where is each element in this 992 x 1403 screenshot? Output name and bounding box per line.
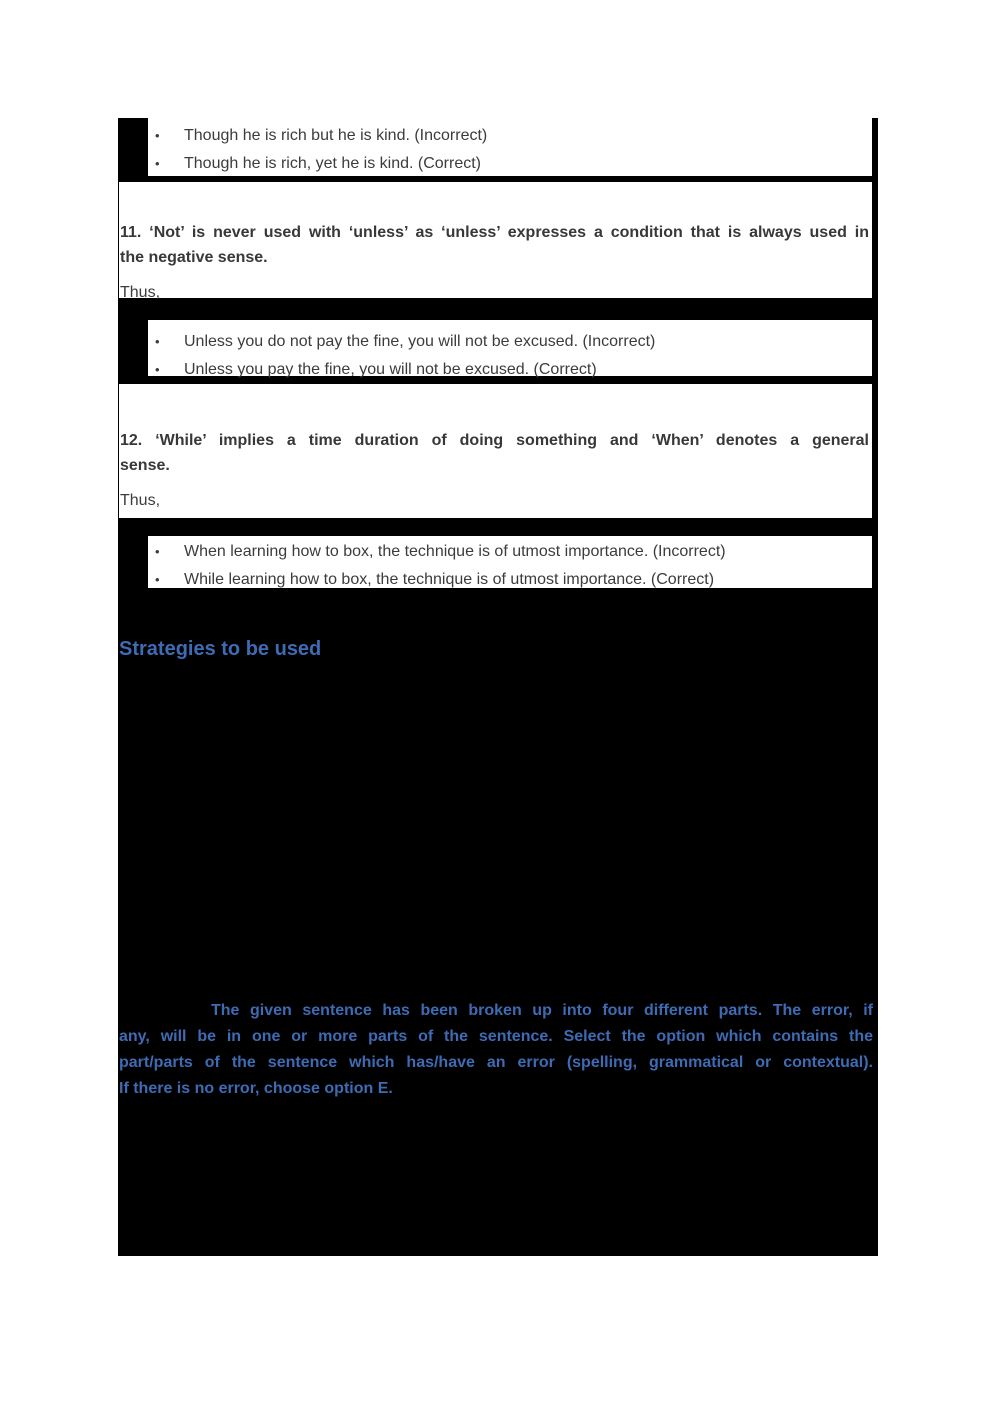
example-text: When learning how to box, the technique is of utmost importance. (Incorrect) xyxy=(184,543,726,560)
rule-12-heading-line-2: sense. xyxy=(120,457,170,474)
bullet-icon: • xyxy=(155,334,160,349)
example-text: Unless you do not pay the fine, you will not be excused. (Incorrect) xyxy=(184,333,656,350)
bullet-icon: • xyxy=(155,572,160,587)
directions-line-2: any, will be in one or more parts of the sentence. Select the option which contains the xyxy=(119,1028,873,1045)
bullet-icon: • xyxy=(155,156,160,171)
rule-12-example-box xyxy=(148,536,872,588)
rule-11-heading xyxy=(120,220,869,270)
rule-11-example-box xyxy=(148,320,872,376)
list-item xyxy=(148,356,872,384)
intro-example-box xyxy=(148,118,872,176)
rule-11-thus-label: Thus, xyxy=(120,284,161,301)
example-text: While learning how to box, the technique is of utmost importance. (Correct) xyxy=(184,571,715,588)
list-item xyxy=(148,122,872,150)
directions-line-1: The given sentence has been broken up into four different parts. The error, if xyxy=(211,1002,873,1019)
bullet-icon: • xyxy=(155,544,160,559)
list-item xyxy=(148,150,872,178)
example-text: Though he is rich, yet he is kind. (Correct) xyxy=(184,155,482,172)
list-item xyxy=(148,538,872,566)
rule-12-heading xyxy=(120,428,869,478)
directions-line-4: If there is no error, choose option E. xyxy=(119,1080,393,1097)
list-item xyxy=(148,328,872,356)
example-text: Though he is rich but he is kind. (Incorrect) xyxy=(184,127,488,144)
directions-line-3: part/parts of the sentence which has/have an error (spelling, grammatical or contextual). xyxy=(119,1054,873,1071)
bullet-icon: • xyxy=(155,128,160,143)
bullet-icon: • xyxy=(155,362,160,377)
strategies-heading: Strategies to be used xyxy=(119,638,322,660)
rule-12-heading-line-1: 12. ‘While’ implies a time duration of doing something and ‘When’ denotes a general xyxy=(120,432,869,449)
content-panel xyxy=(118,118,878,1256)
directions-paragraph xyxy=(119,998,873,1102)
rule-11-section xyxy=(119,182,872,301)
example-text: Unless you pay the fine, you will not be excused. (Correct) xyxy=(184,361,597,378)
rule-12-thus-label: Thus, xyxy=(120,492,161,509)
rule-11-heading-line-1: 11. ‘Not’ is never used with ‘unless’ as ‘unless’ expresses a condition that is always used in xyxy=(120,224,869,241)
redacted-region xyxy=(118,588,878,1256)
rule-11-heading-line-2: the negative sense. xyxy=(120,249,268,266)
rule-12-section xyxy=(119,384,872,518)
